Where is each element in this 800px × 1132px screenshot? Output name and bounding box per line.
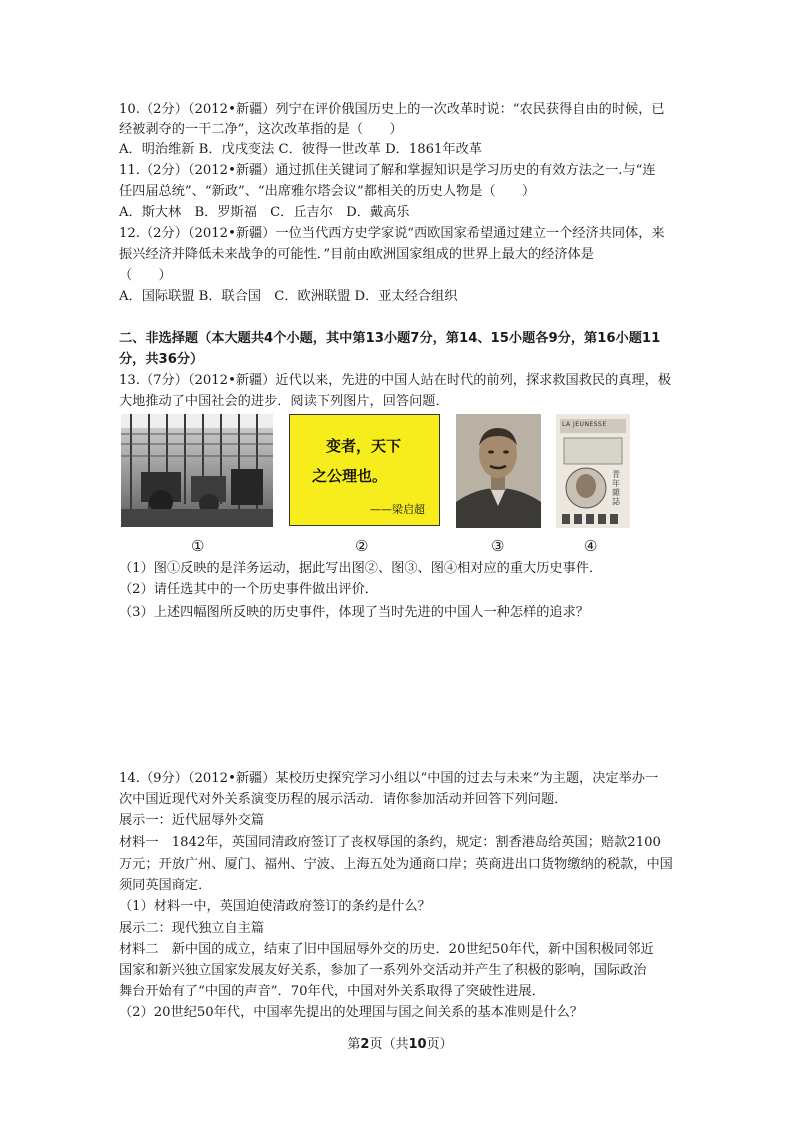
magazine-title-chinese: 青年雜誌 (612, 470, 620, 506)
footer-total-pages: 10 (408, 1037, 427, 1052)
liang-qichao-quote-card (289, 414, 440, 526)
footer-post: 页） (426, 1037, 453, 1052)
q13-sub2: （2）请任选其中的一个历史事件做出评价． (119, 582, 378, 597)
q11-options: A．斯大林 B．罗斯福 C．丘吉尔 D．戴高乐 (119, 205, 410, 220)
footer-mid: 页（共 (369, 1037, 409, 1052)
quote-line1: 变者，天下 (326, 437, 402, 455)
q14-material1-line1: 材料一 1842年，英国同清政府签订了丧权辱国的条约，规定：割香港岛给英国；赔款2100 (119, 835, 661, 850)
new-youth-magazine-cover (556, 414, 630, 528)
caption-3: ③ (491, 537, 505, 555)
q12-options: A．国际联盟 B．联合国 C．欧洲联盟 D．亚太经合组织 (119, 289, 458, 304)
q11-stem-line1: 11.（2分）（2012•新疆）通过抓住关键词了解和掌握知识是学习历史的有效方法之一.与“连 (119, 163, 656, 178)
q14-show1-heading: 展示一：近代屈辱外交篇 (119, 813, 265, 828)
q14-sub1: （1）材料一中，英国迫使清政府签订的条约是什么？ (119, 899, 431, 914)
q13-stem-line2: 大地推动了中国社会的进步．阅读下列图片，回答问题． (119, 394, 449, 409)
footer-page-number: 2 (360, 1037, 370, 1052)
quote-line2: 之公理也。 (312, 467, 388, 485)
portrait-photo (456, 414, 541, 528)
q14-sub2: （2）20世纪50年代，中国率先提出的处理国与国之间关系的基本准则是什么？ (119, 1005, 583, 1020)
q10-stem-line2: 经被剥夺的一干二净”，这次改革指的是（ ） (119, 122, 403, 137)
q10-stem-line1: 10.（2分）（2012•新疆）列宁在评价俄国历史上的一次改革时说：“农民获得自由的时候，已 (119, 102, 665, 117)
q12-stem-line3: （ ） (119, 268, 172, 283)
q12-stem-line2: 振兴经济并降低未来战争的可能性．”目前由欧洲国家组成的世界上最大的经济体是 (119, 247, 594, 262)
caption-4: ④ (584, 537, 598, 555)
q10-options: A．明治维新 B．戊戌变法 C．彼得一世改革 D．1861年改革 (119, 142, 482, 157)
q13-sub3: （3）上述四幅图所反映的历史事件，体现了当时先进的中国人一种怎样的追求？ (119, 605, 589, 620)
q13-stem-line1: 13.（7分）（2012•新疆）近代以来，先进的中国人站在时代的前列，探求救国救民的真理，极 (119, 373, 672, 388)
factory-photo (121, 414, 273, 527)
section-heading-line1: 二、非选择题（本大题共4个小题，其中第13小题7分，第14、15小题各9分，第16小题11 (119, 331, 661, 346)
q14-material2-line1: 材料二 新中国的成立，结束了旧中国屈辱外交的历史．20世纪50年代，新中国积极同邻近 (119, 942, 654, 957)
q13-sub1: （1）图①反映的是洋务运动，据此写出图②、图③、图④相对应的重大历史事件． (119, 561, 603, 576)
magazine-title-latin: LA JEUNESSE (562, 421, 607, 428)
quote-author: ——梁启超 (370, 503, 425, 516)
q14-stem-line2: 次中国近现代对外关系演变历程的展示活动．请你参加活动并回答下列问题． (119, 792, 568, 807)
caption-2: ② (355, 537, 369, 555)
q14-material1-line2: 万元；开放广州、厦门、福州、宁波、上海五处为通商口岸；英商进出口货物缴纳的税款，中国 (119, 857, 673, 872)
caption-1: ① (191, 537, 205, 555)
q11-stem-line2: 任四届总统”、“新政”、“出席雅尔塔会议”都相关的历史人物是（ ） (119, 184, 536, 199)
section-heading-line2: 分，共36分） (119, 352, 204, 367)
q12-stem-line1: 12.（2分）（2012•新疆）一位当代西方史学家说“西欧国家希望通过建立一个经济共同体，来 (119, 226, 665, 241)
q14-stem-line1: 14.（9分）（2012•新疆）某校历史探究学习小组以“中国的过去与未来”为主题，决定举办一 (119, 771, 659, 786)
q14-show2-heading: 展示二：现代独立自主篇 (119, 921, 265, 936)
q14-material2-line2: 国家和新兴独立国家发展友好关系，参加了一系列外交活动并产生了积极的影响，国际政治 (119, 963, 647, 978)
footer-pre: 第 (347, 1037, 361, 1052)
page-footer (0, 1033, 800, 1052)
q14-material1-line3: 须同英国商定． (119, 878, 212, 893)
q14-material2-line3: 舞台开始有了“中国的声音”．70年代，中国对外关系取得了突破性进展． (119, 984, 545, 999)
